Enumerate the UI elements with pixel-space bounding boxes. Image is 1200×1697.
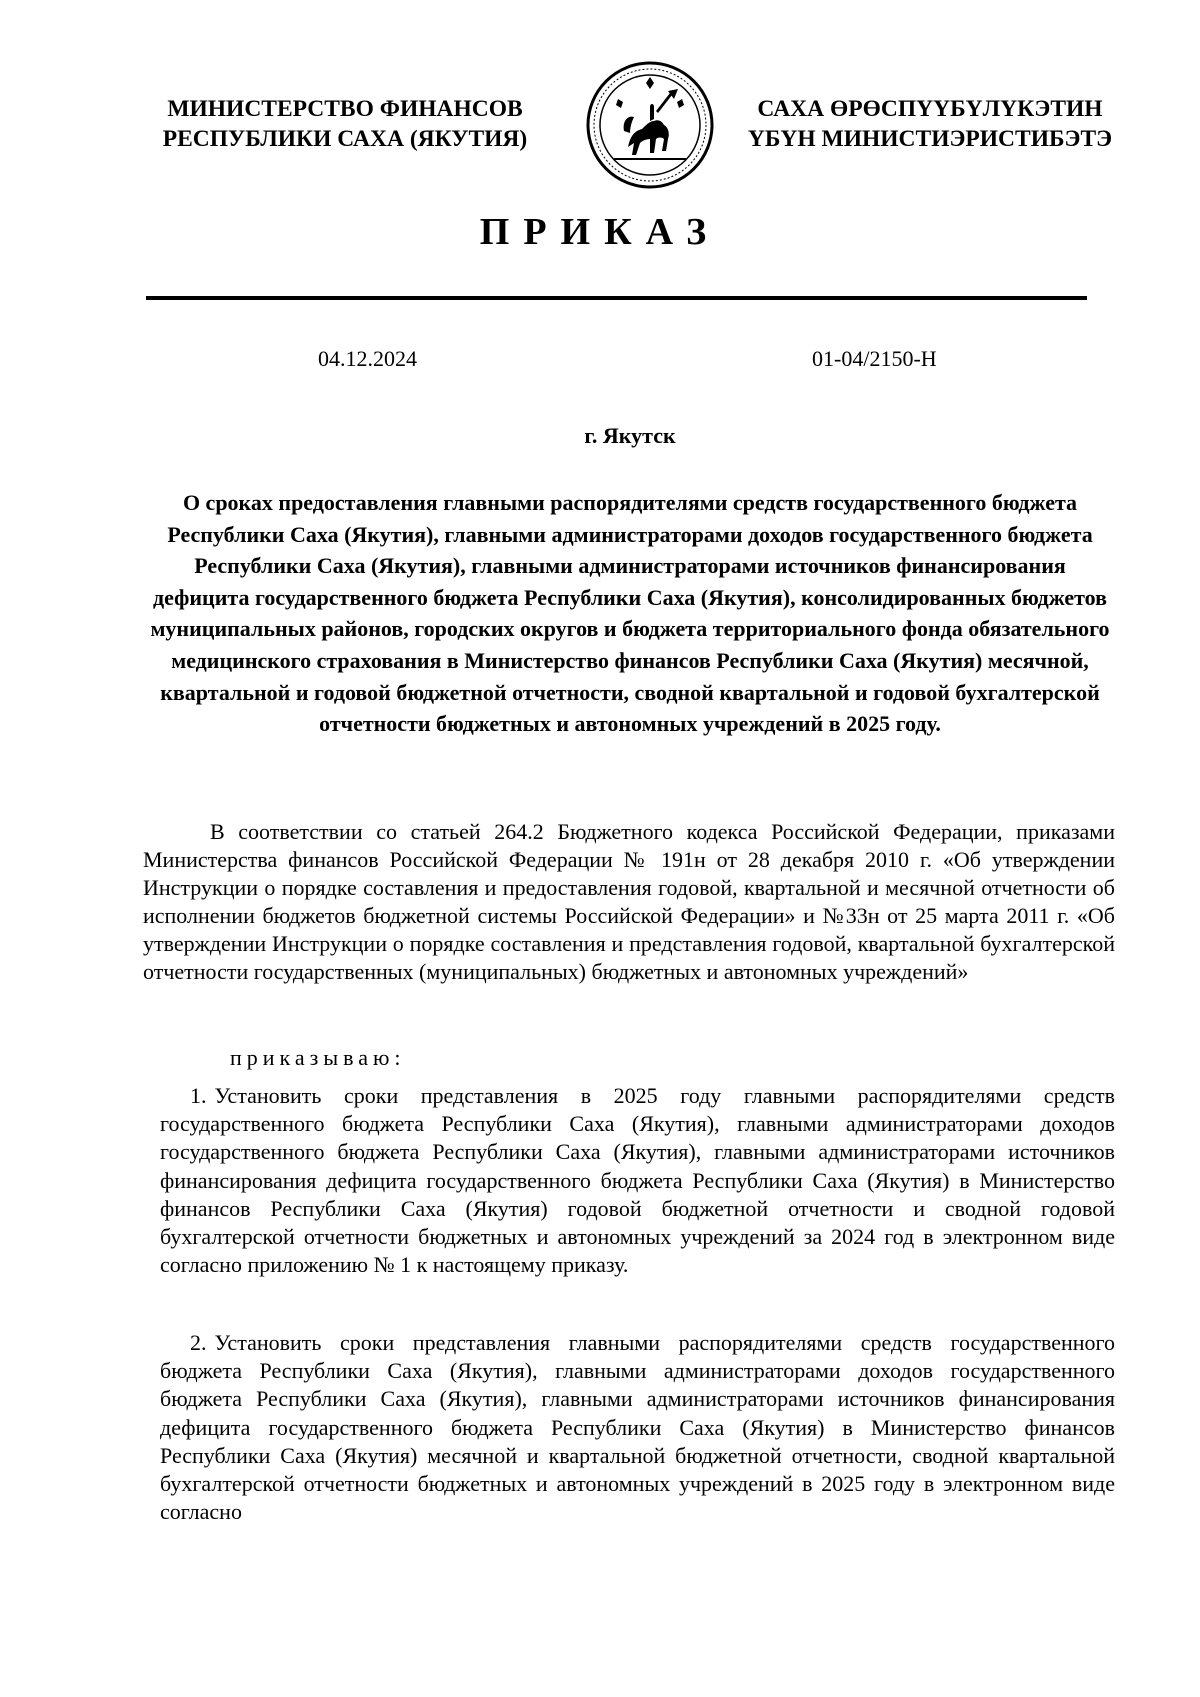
document-header: [0, 92, 1200, 202]
ministry-name-yakut: [715, 94, 1145, 154]
order-preamble: В соответствии со статьей 264.2 Бюджетного кодекса Российской Федерации, приказами Министерства финансов Российской Федерации № 191н от 28 декабря 2010 г. «Об утверждении Инструкции о порядке составления и предоставления годовой, квартальной и месячной отчетности об исполнении бюджетов бюджетной системы Российской Федерации» и №33н от 25 марта 2011 г. «Об утверждении Инструкции о порядке составления и представления годовой, квартальной бухгалтерской отчетности государственных (муниципальных) бюджетных и автономных учреждений»: [143, 819, 1115, 984]
order-item-1-text: Установить сроки представления в 2025 году главными распорядителями средств государственного бюджета Республики Саха (Якутия), главными администраторами доходов государственного бюджета Республики Саха (Якутия), главными администраторами источников финансирования дефицита государственного бюджета Республики Саха (Якутия) в Министерство финансов Республики Саха (Якутия) годовой бюджетной отчетности и сводной годовой бухгалтерской отчетности бюджетных и автономных учреждений за 2024 год в электронном виде согласно приложению № 1 к настоящему приказу.: [160, 1083, 1115, 1278]
order-item-2: [160, 1329, 1115, 1526]
document-title: ПРИКАЗ: [479, 211, 721, 253]
ministry-name-yakut-line1: САХА ӨРӨСПҮҮБҮЛҮКЭТИН: [757, 96, 1103, 122]
ministry-name-russian-line1: МИНИСТЕРСТВО ФИНАНСОВ: [167, 96, 523, 122]
coat-of-arms-icon: [584, 59, 716, 191]
order-item-1-number: 1.: [190, 1083, 207, 1108]
order-item-2-text: Установить сроки представления главными распорядителями средств государственного бюджета Республики Саха (Якутия), главными администраторами доходов государственного бюджета Республики Саха (Якутия), главными администраторами источников финансирования дефицита государственного бюджета Республики Саха (Якутия) в Министерство финансов Республики Саха (Якутия) месячной и квартальной бюджетной отчетности, сводной квартальной бухгалтерской отчетности бюджетных и автономных учреждений в 2025 году в электронном виде согласно: [160, 1330, 1115, 1525]
order-item-1: [160, 1082, 1115, 1279]
order-subject: О сроках предоставления главными распорядителями средств государственного бюджета Республики Саха (Якутия), главными администраторами доходов государственного бюджета Республики Саха (Якутия), главными администраторами источников финансирования дефицита государственного бюджета Республики Саха (Якутия), консолидированных бюджетов муниципальных районов, городских округов и бюджета территориального фонда обязательного медицинского страхования в Министерство финансов Республики Саха (Якутия) месячной, квартальной и годовой бюджетной отчетности, сводной квартальной и годовой бухгалтерской отчетности бюджетных и автономных учреждений в 2025 году.: [150, 490, 1110, 737]
ministry-name-russian-line2: РЕСПУБЛИКИ САХА (ЯКУТИЯ): [162, 126, 528, 152]
title-divider: [146, 296, 1087, 300]
order-number: 01-04/2150-Н: [812, 346, 937, 371]
order-decree-word: приказываю:: [230, 1045, 406, 1070]
order-date: 04.12.2024: [318, 346, 417, 371]
ministry-name-yakut-line2: ҮБҮН МИНИСТИЭРИСТИБЭТЭ: [747, 126, 1113, 152]
ministry-name-russian: [130, 94, 560, 154]
order-city: г. Якутск: [584, 423, 676, 448]
order-item-2-number: 2.: [190, 1330, 207, 1355]
